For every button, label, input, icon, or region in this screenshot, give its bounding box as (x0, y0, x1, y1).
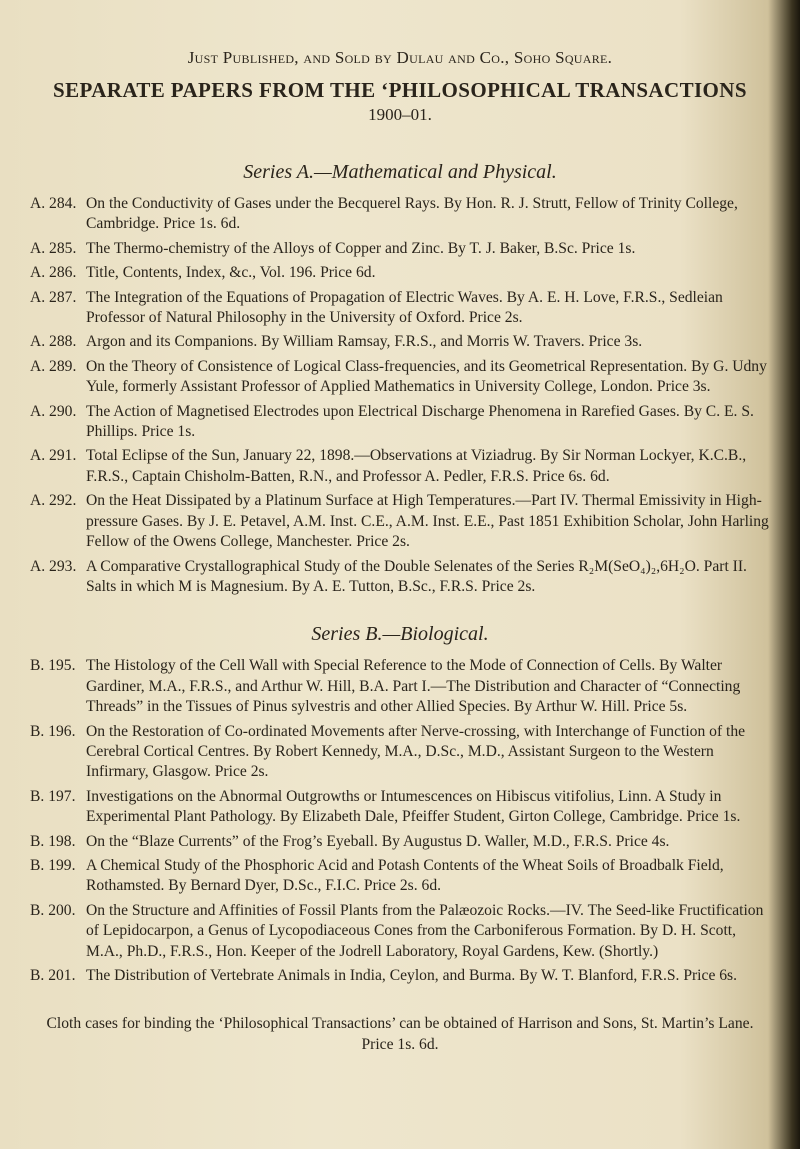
entry-b-195 (30, 656, 770, 717)
series-a-title: Series A.—Mathematical and Physical. (243, 161, 557, 183)
entry-a-291 (30, 446, 770, 487)
entry-a-285 (30, 239, 770, 259)
entry-number: A. 284. (30, 195, 77, 212)
entry-b-199 (30, 856, 770, 897)
entry-text: The Distribution of Vertebrate Animals in India, Ceylon, and Burma. By W. T. Blanford, F.R.S. Price 6s. (86, 967, 738, 984)
entry-text: A Chemical Study of the Phosphoric Acid and Potash Contents of the Wheat Soils of Broadbalk Field, Rothamsted. By Bernard Dyer, D.Sc., F.I.C. Price 2s. 6d. (86, 856, 724, 895)
entry-text: Title, Contents, Index, &c., Vol. 196. Price 6d. (86, 264, 376, 282)
entry-a-287 (30, 288, 770, 329)
entry-a-286 (30, 263, 770, 283)
entry-a-289 (30, 357, 770, 398)
entry-number: A. 285. (30, 239, 77, 257)
entry-number: A. 293. (30, 557, 77, 575)
entry-b-197 (30, 787, 770, 828)
entry-text: Argon and its Companions. By William Ramsay, F.R.S., and Morris W. Travers. Price 3s. (86, 333, 643, 351)
entry-number: A. 288. (30, 333, 77, 351)
entry-a-292 (30, 491, 770, 552)
document-body (30, 48, 770, 1071)
entry-text: The Histology of the Cell Wall with Special Reference to the Mode of Connection of Cells. By Walter Gardiner, M.A., F.R.S., and Arthur W. Hill, B.A. Part I.—The Distribution and Character of “Connecting Threads” in the Tissues of Pinus sylvestris and other Allied Species. By Arthur W. Hill. Price 5s. (86, 657, 741, 716)
entry-number: A. 290. (30, 402, 77, 420)
entry-text: On the Theory of Consistence of Logical Class-frequencies, and its Geometrical Representation. By G. Udny Yule, formerly Assistant Professor of Applied Mathematics in University College, London. Price 3s. (86, 357, 767, 396)
entry-text: The Thermo-chemistry of the Alloys of Copper and Zinc. By T. J. Baker, B.Sc. Price 1s. (86, 239, 636, 257)
entry-a-290 (30, 402, 770, 443)
main-title: SEPARATE PAPERS FROM THE ‘PHILOSOPHICAL TRANSACTIONS (53, 78, 747, 102)
entry-number: B. 200. (30, 901, 76, 919)
publisher-line: Just Published, and Sold by Dulau and Co., Soho Square. (187, 48, 613, 67)
entry-number: A. 289. (30, 357, 77, 375)
entry-b-196 (30, 722, 770, 783)
entry-number: B. 195. (30, 657, 76, 675)
entry-text: On the Heat Dissipated by a Platinum Surface at High Temperatures.—Part IV. Thermal Emissivity in High-pressure Gases. By J. E. Petavel, A.M. Inst. C.E., A.M. Inst. E.E., Past 1851 Exhibition Scholar, John Harling Fellow of the Owens College, Manchester. Price 2s. (86, 492, 769, 551)
entry-a-284 (30, 194, 770, 235)
entry-b-201 (30, 966, 770, 986)
entry-text: Total Eclipse of the Sun, January 22, 1898.—Observations at Viziadrug. By Sir Norman Lockyer, K.C.B., F.R.S., Captain Chisholm-Batten, R.N., and Professor A. Pedler, F.R.S. Price 6s. 6d. (86, 447, 747, 485)
entry-number: A. 291. (30, 447, 77, 465)
binding-cases-notice: Cloth cases for binding the ‘Philosophical Transactions’ can be obtained of Harrison and Sons, St. Martin’s Lane. Price 1s. 6d. (46, 1015, 754, 1053)
entry-a-293 (30, 557, 770, 598)
entry-text: On the Structure and Affinities of Fossil Plants from the Palæozoic Rocks.—IV. The Seed-like Fructification of Lepidocarpon, a Genus of Lycopodiaceous Cones from the Carboniferous Formation. By D. H. Scott, M.A., Ph.D., F.R.S., Hon. Keeper of the Jodrell Laboratory, Royal Gardens, Kew. (Shortly.) (86, 901, 764, 960)
entry-a-288 (30, 332, 770, 352)
entry-number: B. 196. (30, 722, 76, 740)
entry-number: A. 292. (30, 492, 77, 510)
series-b-title: Series B.—Biological. (311, 623, 489, 646)
entry-text: The Action of Magnetised Electrodes upon Electrical Discharge Phenomena in Rarefied Gases. By C. E. S. Phillips. Price 1s. (86, 402, 754, 441)
entry-number: B. 199. (30, 856, 76, 874)
entry-number: A. 287. (30, 288, 77, 306)
entry-number: A. 286. (30, 264, 77, 282)
entry-text: A Comparative Crystallographical Study of the Double Selenates of the Series R₂M(SeO₄)₂,6H₂O. Part II. Salts in which M is Magnesium. By A. E. Tutton, B.Sc., F.R.S. Price 2s. (86, 557, 747, 595)
year-range: 1900–01. (368, 105, 432, 124)
entry-number: B. 197. (30, 787, 76, 805)
entry-number: B. 198. (30, 832, 76, 850)
entry-text: On the “Blaze Currents” of the Frog’s Eyeball. By Augustus D. Waller, M.D., F.R.S. Price 4s. (86, 832, 670, 850)
entry-b-200 (30, 901, 770, 962)
entry-text: On the Restoration of Co-ordinated Movements after Nerve-crossing, with Interchange of Function of the Cerebral Cortical Centres. By Robert Kennedy, M.A., D.Sc., M.D., Assistant Surgeon to the Western Infirmary, Glasgow. Price 2s. (86, 722, 746, 781)
entry-text: On the Conductivity of Gases under the Becquerel Rays. By Hon. R. J. Strutt, Fellow of Trinity College, Cambridge. Price 1s. 6d. (86, 195, 738, 233)
entry-text: The Integration of the Equations of Propagation of Electric Waves. By A. E. H. Love, F.R.S., Sedleian Professor of Natural Philosophy in the University of Oxford. Price 2s. (86, 288, 723, 327)
entry-b-198 (30, 832, 770, 852)
entry-text: Investigations on the Abnormal Outgrowths or Intumescences on Hibiscus vitifolius, Linn. A Study in Experimental Plant Pathology. By Elizabeth Dale, Pfeiffer Student, Girton College, Cambridge. Price 1s. (86, 787, 741, 826)
entry-number: B. 201. (30, 967, 76, 984)
